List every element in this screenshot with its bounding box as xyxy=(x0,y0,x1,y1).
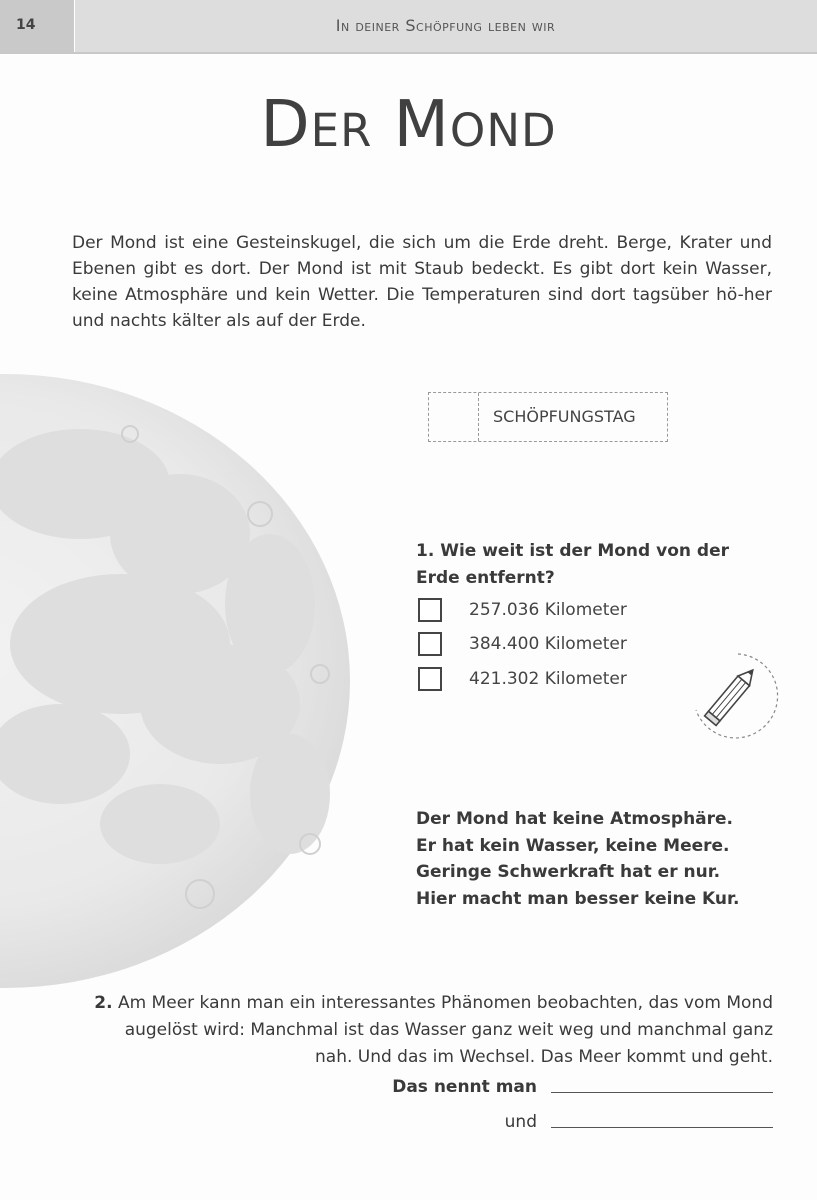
question-1-prompt: 1. Wie weit ist der Mond von der Erde entfernt? xyxy=(416,541,729,588)
poem-line: Hier macht man besser keine Kur. xyxy=(416,888,740,909)
answer-line-2[interactable] xyxy=(551,1126,773,1128)
checkbox-icon[interactable] xyxy=(418,632,442,656)
page-title: Der Mond xyxy=(260,88,557,162)
moon-illustration xyxy=(0,374,350,989)
pencil-icon xyxy=(690,650,780,740)
option-1-label: 257.036 Kilometer xyxy=(469,600,627,620)
creation-day-box xyxy=(428,392,668,442)
poem-line: Er hat kein Wasser, keine Meere. xyxy=(416,835,730,856)
answer-label-1: Das nennt man xyxy=(392,1077,537,1097)
creation-day-label: SCHÖPFUNGSTAG xyxy=(493,407,636,426)
checkbox-icon[interactable] xyxy=(418,667,442,691)
poem-line: Der Mond hat keine Atmosphäre. xyxy=(416,809,734,829)
intro-paragraph: Der Mond ist eine Gesteinskugel, die sich um die Erde dreht. Berge, Krater und Ebenen gibt es dort. Der Mond ist mit Staub bedeckt. Es gibt dort kein Wasser, keine Atmosphäre und kein Wetter. Die Temperaturen sind dort tagsüber hö-her und nachts kälter als auf der Erde. xyxy=(72,233,772,331)
question-2-body: Am Meer kann man ein interessantes Phänomen beobachten, das vom Mond augelöst wird: Manchmal ist das Wasser ganz weit weg und manchmal ganz nah. Und das im Wechsel. Das Meer kommt und geht. xyxy=(117,993,773,1067)
creation-day-input-field[interactable] xyxy=(429,393,479,441)
answer-row-1 xyxy=(392,1077,773,1107)
answer-line-1[interactable] xyxy=(551,1091,773,1093)
poem-line: Geringe Schwerkraft hat er nur. xyxy=(416,862,721,882)
question-2-number: 2. xyxy=(94,993,113,1013)
answer-row-2 xyxy=(505,1112,773,1142)
answer-label-2: und xyxy=(504,1112,537,1132)
option-3-label: 421.302 Kilometer xyxy=(469,669,627,689)
question-2-text xyxy=(90,990,773,1071)
page-number: 14 xyxy=(16,17,36,33)
moon-poem xyxy=(416,806,776,912)
page-header xyxy=(0,0,817,54)
checkbox-icon[interactable] xyxy=(418,598,442,622)
page-number-box xyxy=(0,0,75,52)
running-title: In deiner Schöpfung leben wir xyxy=(335,16,556,35)
option-2-label: 384.400 Kilometer xyxy=(469,634,627,654)
